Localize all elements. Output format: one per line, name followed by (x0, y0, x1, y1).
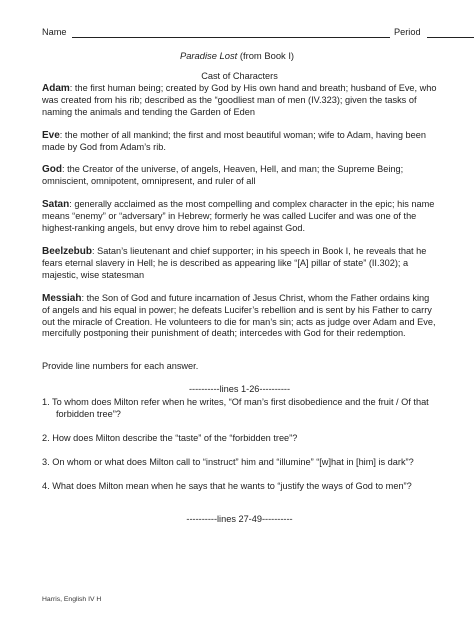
character-name: Beelzebub (42, 245, 93, 257)
footer-text: Harris, English IV H (42, 596, 102, 603)
section-heading-lines-1-26: ----------lines 1-26---------- (188, 384, 291, 395)
cast-entry-adam (42, 83, 437, 119)
cast-entry-messiah (42, 293, 437, 341)
work-source: (from Book I) (237, 50, 295, 61)
cast-entry-god (42, 164, 437, 188)
student-header (42, 27, 436, 41)
character-description: : the Son of God and future incarnation of Jesus Christ, whom the Father ordains king of angels and his equal in power; he defeats Lucifer’s rebellion and is sent by his Father to carry out the miracle of Creation. He volunteers to die for man’s sin; acts as judge over Adam and Eve, mercifully postponing their punishment of death; intercedes with God for their redemption. (42, 292, 436, 339)
cast-entry-eve (42, 130, 437, 154)
character-description: : the mother of all mankind; the first and most beautiful woman; wife to Adam, having been made by God from Adam’s rib. (42, 129, 426, 152)
question-1 (42, 397, 437, 421)
section-heading-lines-27-49: ----------lines 27-49---------- (186, 513, 293, 524)
character-description: : generally acclaimed as the most compelling and complex character in the epic; his name means “enemy” or “adversary” in Hebrew; formerly he was called Lucifer and was one of the highest-ranking angels, but envy drove him to rebel against God. (42, 199, 435, 234)
question-2: 2. How does Milton describe the “taste” of the “forbidden tree”? (42, 432, 298, 443)
question-4: 4. What does Milton mean when he says that he wants to “justify the ways of God to men”? (42, 480, 412, 491)
question-continuation: forbidden tree”? (56, 409, 121, 420)
name-label: Name (42, 27, 67, 37)
work-title: Paradise Lost (179, 50, 238, 61)
page-title (0, 50, 474, 61)
character-name: Eve (42, 129, 60, 141)
question-text: 1. To whom does Milton refer when he writes, “Of man’s first disobedience and the fruit / Of that (42, 397, 429, 408)
period-label: Period (394, 27, 421, 37)
character-name: Messiah (42, 292, 82, 304)
worksheet-content (42, 71, 437, 526)
character-description: : the first human being; created by God by His own hand and breath; husband of Eve, who was created from his rib; described as the “goodliest man of men (IV.323); given the tasks of naming the animals and tending the Garden of Eden (42, 82, 437, 117)
character-description: : Satan’s lieutenant and chief supporter; in his speech in Book I, he reveals that he fears eternal slavery in Hell; he is described as appearing like “[A] pillar of state” (II.302); a majestic, wise statesman (42, 245, 427, 280)
cast-heading: Cast of Characters (201, 71, 278, 81)
question-3: 3. On whom or what does Milton call to “instruct” him and “illumine” “[w]hat in [him] is dark”? (42, 456, 414, 467)
character-name: Adam (42, 82, 70, 94)
character-name: God (42, 164, 62, 176)
cast-entry-beelzebub (42, 246, 437, 282)
character-description: : the Creator of the universe, of angels, Heaven, Hell, and man; the Supreme Being; omniscient, omnipotent, omnipresent, and ruler of all (42, 164, 404, 187)
character-name: Satan (42, 199, 70, 211)
instruction-text: Provide line numbers for each answer. (42, 361, 199, 372)
name-blank (72, 37, 390, 38)
period-blank (427, 37, 474, 38)
cast-entry-satan (42, 199, 437, 235)
